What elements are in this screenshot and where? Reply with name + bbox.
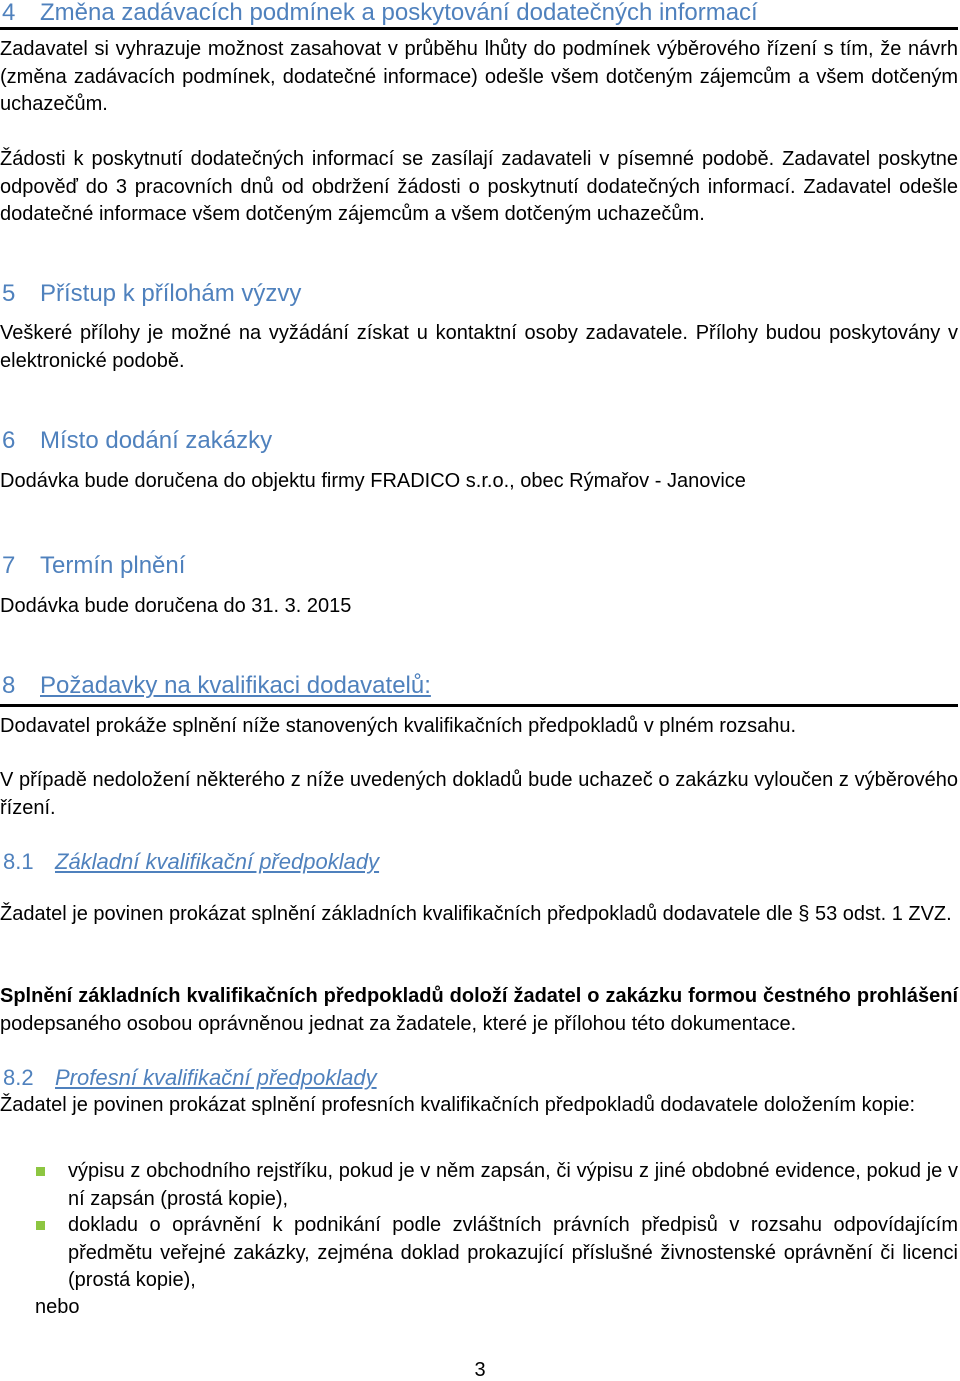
paragraph: Žadatel je povinen prokázat splnění profesních kvalifikačních předpokladů dodavatele doložením kopie: bbox=[0, 1094, 916, 1116]
list-item-text: výpisu z obchodního rejstříku, pokud je v něm zapsán, či výpisu z jiné obdobné evidence, pokud je v ní zapsán (prostá kopie), bbox=[68, 1160, 958, 1210]
section-number: 5 bbox=[2, 280, 16, 307]
heading-rule bbox=[0, 27, 958, 30]
section-title: Přístup k přílohám výzvy bbox=[40, 280, 302, 307]
paragraph: Dodavatel prokáže splnění níže stanovených kvalifikačních předpokladů v plném rozsahu. bbox=[0, 715, 797, 737]
section-number: 4 bbox=[2, 0, 16, 26]
list-item bbox=[68, 1158, 958, 1213]
section-6-heading bbox=[0, 427, 958, 455]
section-8-heading bbox=[0, 672, 958, 700]
paragraph: Žadatel je povinen prokázat splnění základních kvalifikačních předpokladů dodavatele dle § 53 odst. 1 ZVZ. bbox=[0, 903, 952, 925]
paragraph: Zadavatel si vyhrazuje možnost zasahovat v průběhu lhůty do podmínek výběrového řízení s tím, že návrh (změna zadávacích podmínek, dodatečné informace) odešle všem dotčeným zájemcům a všem dotčeným uchazečům. bbox=[0, 38, 958, 115]
page-number: 3 bbox=[474, 1359, 486, 1381]
conjunction-text: nebo bbox=[35, 1296, 80, 1318]
paragraph: Dodávka bude doručena do objektu firmy FRADICO s.r.o., obec Rýmařov - Janovice bbox=[0, 470, 746, 492]
section-7-heading bbox=[0, 552, 958, 580]
section-number: 6 bbox=[2, 427, 16, 454]
section-number: 7 bbox=[2, 552, 16, 579]
subsection-number: 8.1 bbox=[3, 849, 34, 874]
paragraph-mixed bbox=[0, 983, 958, 1038]
subsection-title: Základní kvalifikační předpoklady bbox=[55, 849, 380, 874]
heading-rule bbox=[0, 704, 958, 707]
section-title: Termín plnění bbox=[40, 552, 186, 579]
subsection-8-2-heading bbox=[0, 1064, 958, 1092]
bold-text: Splnění základních kvalifikačních předpokladů doloží žadatel o zakázku formou čestného prohlášení bbox=[0, 985, 958, 1007]
section-title: Změna zadávacích podmínek a poskytování dodatečných informací bbox=[40, 0, 758, 26]
subsection-title: Profesní kvalifikační předpoklady bbox=[55, 1065, 377, 1090]
list-item-text: dokladu o oprávnění k podnikání podle zvláštních právních předpisů v rozsahu odpovídajícím předmětu veřejné zakázky, zejména doklad prokazující příslušné živnostenské oprávnění či licenci (prostá kopie), bbox=[68, 1214, 958, 1291]
subsection-number: 8.2 bbox=[3, 1065, 34, 1090]
section-title: Požadavky na kvalifikaci dodavatelů: bbox=[40, 672, 431, 699]
section-number: 8 bbox=[2, 672, 16, 699]
section-4-heading bbox=[0, 0, 958, 27]
paragraph: Veškeré přílohy je možné na vyžádání získat u kontaktní osoby zadavatele. Přílohy budou poskytovány v elektronické podobě. bbox=[0, 322, 958, 372]
subsection-8-1-heading bbox=[0, 848, 958, 876]
paragraph: Dodávka bude doručena do 31. 3. 2015 bbox=[0, 595, 352, 617]
section-5-heading bbox=[0, 280, 958, 308]
list-item bbox=[68, 1212, 958, 1295]
paragraph: V případě nedoložení některého z níže uvedených dokladů bude uchazeč o zakázku vyloučen z výběrového řízení. bbox=[0, 769, 958, 819]
regular-text: podepsaného osobou oprávněnou jednat za žadatele, které je přílohou této dokumentace. bbox=[0, 1012, 797, 1035]
paragraph: Žádosti k poskytnutí dodatečných informací se zasílají zadavateli v písemné podobě. Zadavatel poskytne odpověď do 3 pracovních dnů od obdržení žádosti o poskytnutí dodatečných informací. Zadavatel odešle dodatečné informace všem dotčeným zájemcům a všem dotčeným uchazečům. bbox=[0, 148, 958, 225]
bullet-marker bbox=[36, 1221, 45, 1230]
section-title: Místo dodání zakázky bbox=[40, 427, 273, 454]
bullet-marker bbox=[36, 1167, 45, 1176]
